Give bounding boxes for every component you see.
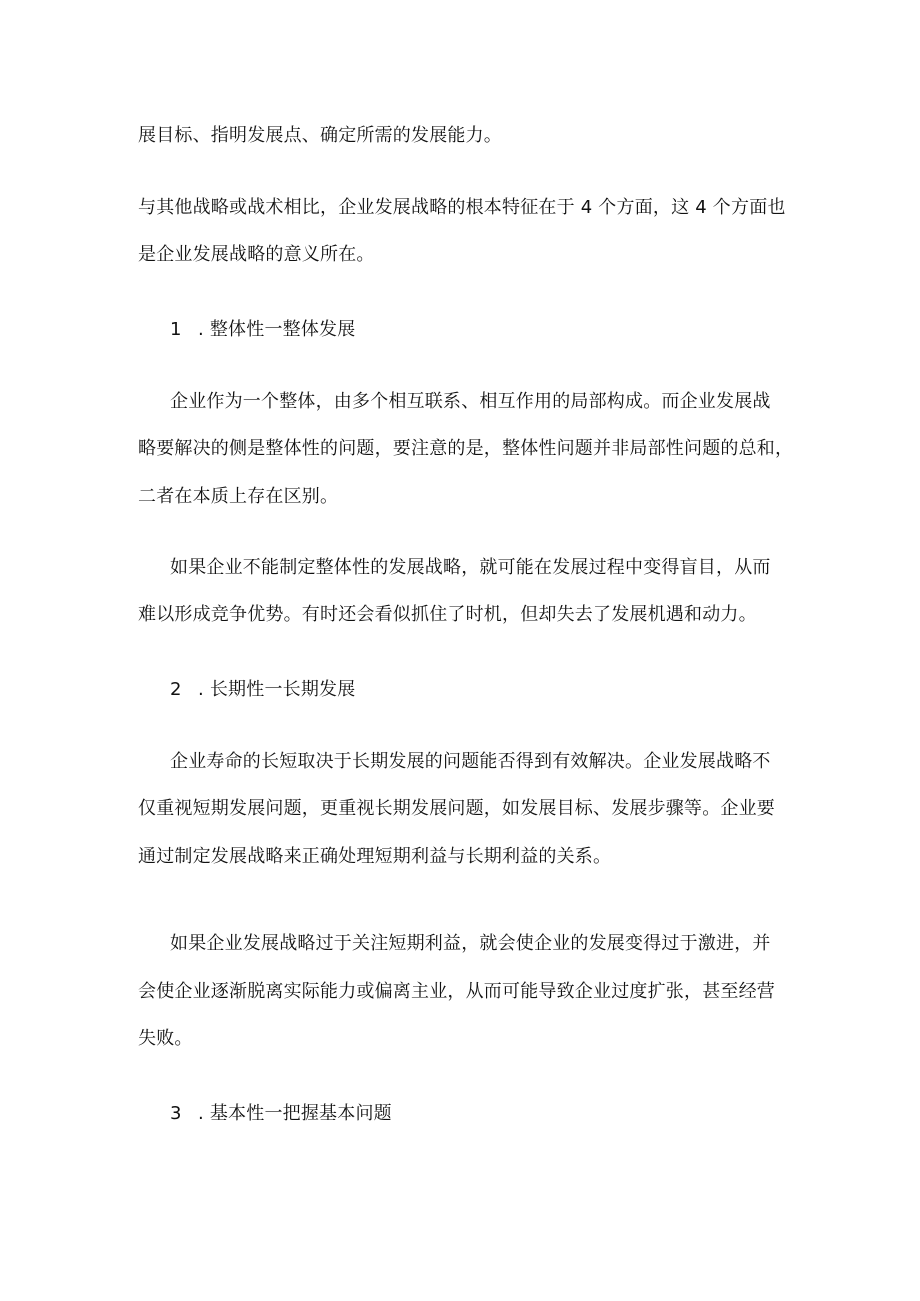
paragraph-line: 如果企业不能制定整体性的发展战略，就可能在发展过程中变得盲目，从而 [170,557,771,578]
paragraph-line: 通过制定发展战略来正确处理短期利益与长期利益的关系。 [138,846,612,867]
section-heading-1 [170,318,355,342]
paragraph-line: 展目标、指明发展点、确定所需的发展能力。 [138,125,502,146]
section-heading-3 [170,1102,392,1126]
paragraph-line: 如果企业发展战略过于关注短期利益，就会使企业的发展变得过于激进，并 [170,933,771,954]
section-number: 3 [170,1103,182,1124]
paragraph-line: 企业作为一个整体，由多个相互联系、相互作用的局部构成。而企业发展战 [170,391,771,412]
paragraph-line: 仅重视短期发展问题，更重视长期发展问题，如发展目标、发展步骤等。企业要 [138,798,775,819]
paragraph-line: 会使企业逐渐脱离实际能力或偏离主业，从而可能导致企业过度扩张，甚至经营 [138,981,775,1002]
paragraph-line: 难以形成竞争优势。有时还会看似抓住了时机，但却失去了发展机遇和动力。 [138,604,757,625]
section-title: . 长期性一长期发展 [198,679,356,700]
paragraph-line: 企业寿命的长短取决于长期发展的问题能否得到有效解决。企业发展战略不 [170,751,771,772]
paragraph-line: 略要解决的侧是整体性的问题，要注意的是，整体性问题并非局部性问题的总和， [138,438,794,459]
section-title: . 基本性一把握基本问题 [198,1103,392,1124]
section-number: 1 [170,319,182,340]
paragraph-line: 与其他战略或战术相比，企业发展战略的根本特征在于 4 个方面，这 4 个方面也 [138,197,786,218]
section-title: . 整体性一整体发展 [198,319,356,340]
paragraph-line: 失败。 [138,1028,193,1049]
paragraph-line: 二者在本质上存在区别。 [138,486,339,507]
section-number: 2 [170,679,182,700]
section-heading-2 [170,678,355,702]
paragraph-line: 是企业发展战略的意义所在。 [138,244,375,265]
